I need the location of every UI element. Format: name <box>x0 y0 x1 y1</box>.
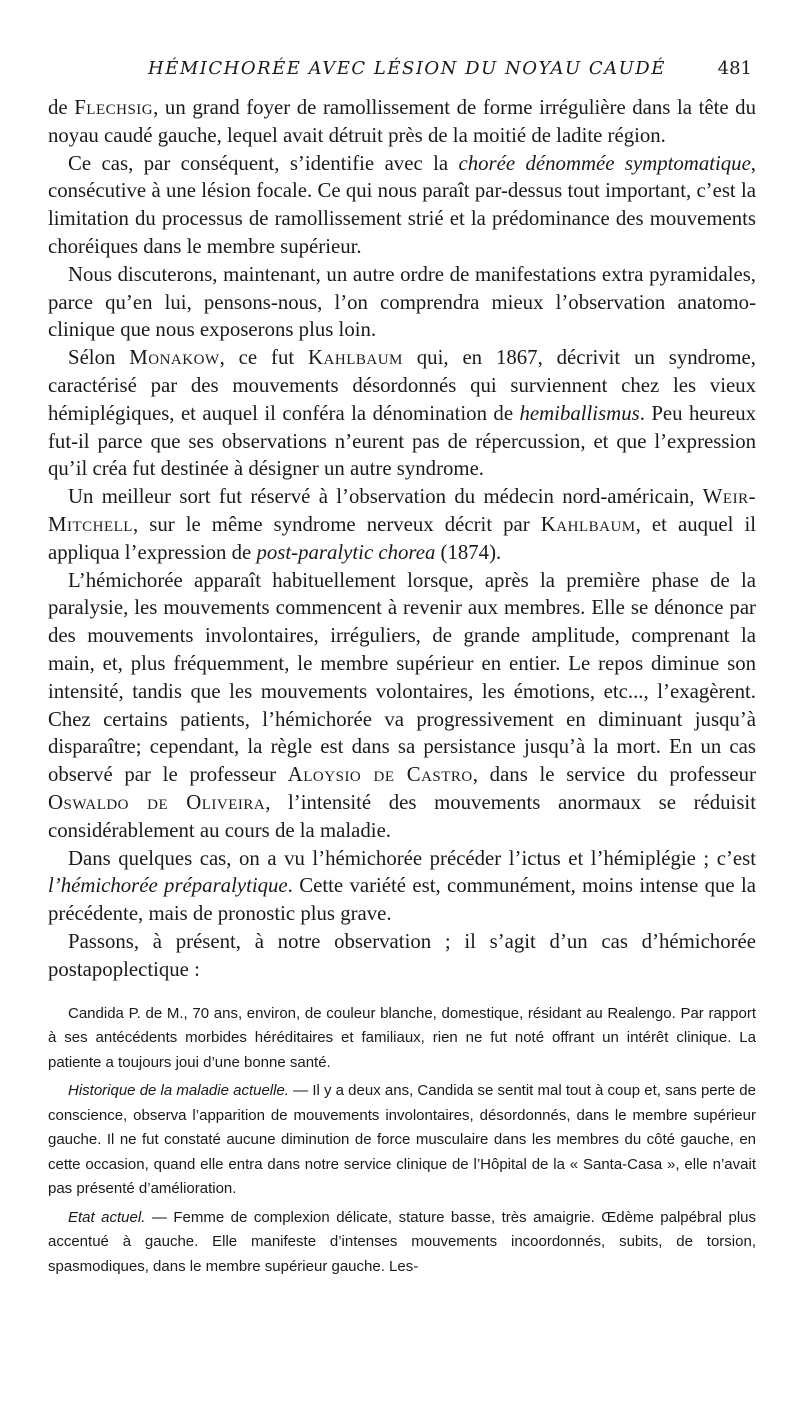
book-page <box>48 52 756 1283</box>
main-text <box>48 94 756 984</box>
paragraph: L’hémichorée apparaît habituellement lorsque, après la première phase de la paralysie, les mouvements commencent à revenir aux membres. Elle se dénonce par des mouvements involontaires, irréguliers, de grande amplitude, comprenant la main, et, plus fréquemment, le membre supérieur en entier. Le repos diminue son intensité, tandis que les mouvements volontaires, les émotions, etc..., l’exagèrent. Chez certains patients, l’hémichorée va progressivement en diminuant jusqu’à disparaître; cependant, la règle est dans sa persistance jusqu’à la mort. En un cas observé par le professeur Aloysio de Castro, dans le service du professeur Oswaldo de Oliveira, l’intensité des mouvements anormaux se réduisit considérablement au cours de la maladie. <box>48 568 756 842</box>
paragraph: Sélon Monakow, ce fut Kahlbaum qui, en 1867, décrivit un syndrome, caractérisé par des mouvements désordonnés qui surviennent chez les vieux hémiplégiques, et auquel il conféra la dénomination de hemiballismus. Peu heureux fut-il parce que ses observations n’eurent pas de répercussion, et que l’expression qu’il créa fut destinée à désigner un autre syndrome. <box>48 346 757 481</box>
case-report <box>48 1002 756 1280</box>
case-paragraph: Historique de la maladie actuelle. — Il y a deux ans, Candida se sentit mal tout à coup et, sans perte de conscience, observa l’apparition de mouvements involontaires, désordonnés, dans le membre supérieur gauche. Il ne fut constaté aucune diminution de force musculaire dans les membres du côté gauche, en cette occasion, quand elle entra dans notre service clinique de l’Hôpital de la « Santa-Casa », elle n’avait pas présenté d’amélioration. <box>48 1082 756 1197</box>
paragraph: Nous discuterons, maintenant, un autre ordre de manifestations extra pyramidales, parce qu’en lui, pensons-nous, l’on comprendra mieux l’observation anatomo-clinique que nous exposerons plus loin. <box>48 262 756 342</box>
running-head: HÉMICHORÉE AVEC LÉSION DU NOYAU CAUDÉ <box>148 58 666 79</box>
paragraph: de Flechsig, un grand foyer de ramollissement de forme irrégulière dans la tête du noyau caudé gauche, lequel avait détruit près de la moitié de ladite région. <box>48 96 756 147</box>
page-number: 481 <box>717 58 752 79</box>
page-header <box>48 52 756 82</box>
paragraph: Passons, à présent, à notre observation ; il s’agit d’un cas d’hémichorée postapoplectique : <box>48 929 756 981</box>
case-paragraph: Etat actuel. — Femme de complexion délicate, stature basse, très amaigrie. Œdème palpébral plus accentué à gauche. Elle manifeste d’intenses mouvements incoordonnés, subits, de torsion, spasmodiques, dans le membre supérieur gauche. Les- <box>48 1208 756 1275</box>
paragraph: Ce cas, par conséquent, s’identifie avec la chorée dénommée symptomatique, consécutive à une lésion focale. Ce qui nous paraît par-dessus tout important, c’est la limitation du processus de ramollissement strié et la prédominance des mouvements choréiques dans le membre supérieur. <box>48 151 756 258</box>
paragraph: Dans quelques cas, on a vu l’hémichorée précéder l’ictus et l’hémiplégie ; c’est l’hémichorée préparalytique. Cette variété est, communément, moins intense que la précédente, mais de pronostic plus grave. <box>48 846 757 926</box>
case-paragraph: Candida P. de M., 70 ans, environ, de couleur blanche, domestique, résidant au Realengo. Par rapport à ses antécédents morbides héréditaires et familiaux, rien ne fut noté offrant un intérêt clinique. La patiente a toujours joui d’une bonne santé. <box>48 1004 756 1071</box>
paragraph: Un meilleur sort fut réservé à l’observation du médecin nord-américain, Weir-Mitchell, sur le même syndrome nerveux décrit par Kahlbaum, et auquel il appliqua l’expression de post-paralytic chorea (1874). <box>48 485 757 564</box>
